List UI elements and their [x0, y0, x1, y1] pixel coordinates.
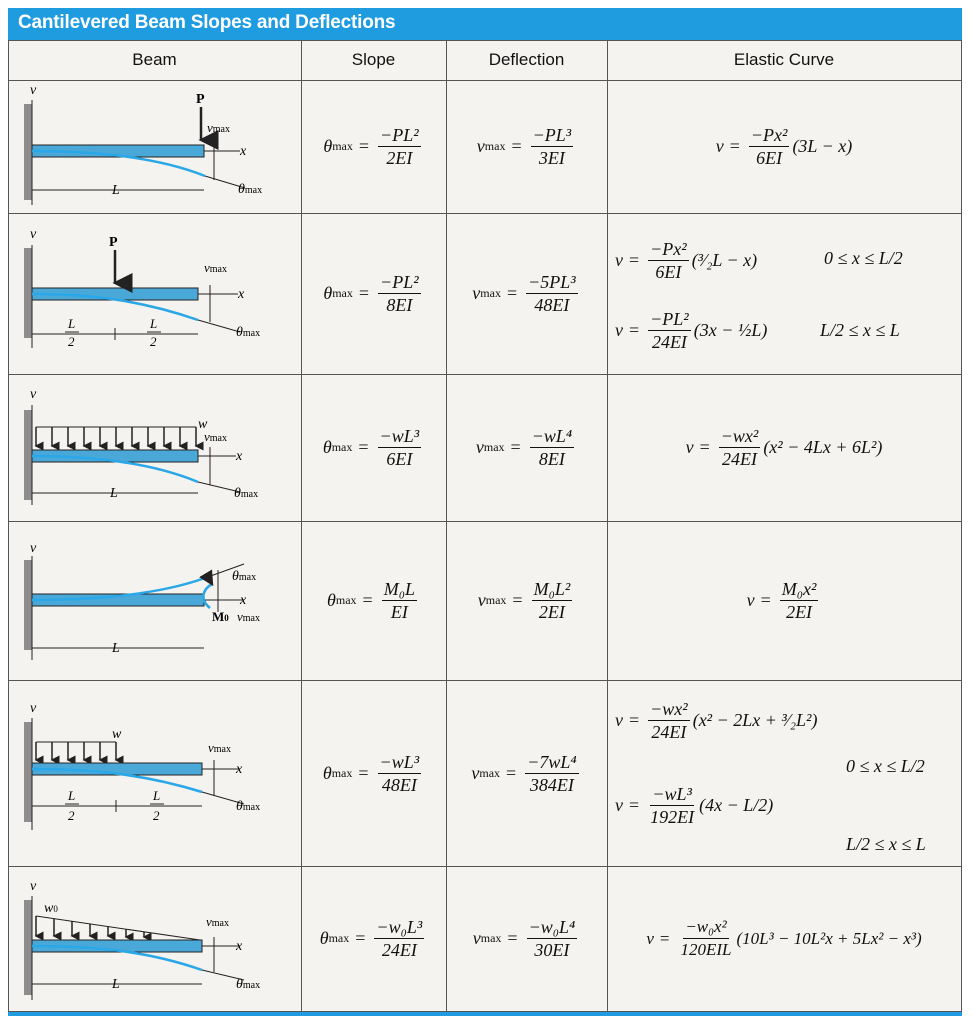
deflection-formula-5: v max = $\frac{\text{−7wL⁴}}{384EI}$ — [471, 751, 577, 795]
x-axis-label: x — [238, 287, 245, 302]
slope-formula-3: θ max = $\frac{\text{−wL³}}{6EI}$ — [322, 426, 420, 469]
header-elastic-curve: Elastic Curve — [733, 50, 835, 69]
load-label-w0: w0 — [44, 901, 58, 916]
vmax-label: vmax — [204, 260, 227, 275]
condition-5b: L/2 ≤ x ≤ L — [846, 834, 926, 854]
v-axis-label: v — [30, 701, 37, 716]
length-label: L — [112, 183, 120, 198]
theta-max-label: θmax — [236, 325, 261, 340]
load-label-P: P — [109, 235, 118, 250]
slope-formula-6: θ max = $\frac{\text{−w₀L³}}{24EI}$ — [319, 917, 423, 960]
load-label-w: w — [198, 417, 208, 432]
deflection-formula-1: v max = $\frac{\text{−PL³}}{3EI}$ — [476, 125, 572, 168]
theta-max-label: θmax — [236, 977, 261, 992]
length-label: L — [112, 977, 120, 992]
bottom-rule — [8, 1012, 962, 1016]
v-axis-label: v — [30, 387, 37, 402]
vmax-label: vmax — [206, 914, 229, 929]
elastic-curve-formula-4: v = $\frac{\text{M₀x²}}{2EI}$ — [746, 579, 817, 622]
vmax-label: vmax — [237, 609, 260, 624]
elastic-curve-formula-6: v = $\frac{\text{−w₀x²}}{\text{120EIL}}$ (10L³ − 10L²x + 5Lx² − x³) — [646, 917, 922, 959]
x-axis-label: x — [236, 762, 243, 777]
elastic-curve-formula-5a: v = $\frac{\text{−wx²}}{24EI}$ (x² − 2Lx + ³⁄₂L²) — [615, 698, 818, 742]
vmax-label: vmax — [204, 429, 227, 444]
moment-label: M0 — [212, 609, 229, 624]
condition-5a: 0 ≤ x ≤ L/2 — [846, 756, 925, 776]
half-length-den: 2 — [150, 334, 157, 349]
x-axis-label: x — [240, 144, 247, 159]
half-length-label: L — [68, 316, 76, 331]
header-deflection: Deflection — [488, 50, 565, 69]
half-length-den: 2 — [153, 808, 160, 823]
elastic-curve-formula-1: v = $\frac{\text{−Px²}}{6EI}$ (3L − x) — [715, 125, 853, 168]
slope-formula-4: θ max = $\frac{\text{M₀L}}{EI}$ — [327, 579, 415, 622]
half-length-label: L — [150, 316, 158, 331]
v-axis-label: v — [30, 227, 37, 242]
deflection-formula-4: v max = $\frac{\text{M₀L²}}{2EI}$ — [477, 579, 571, 622]
theta-max-label: θmax — [238, 182, 263, 197]
slope-formula-2: θ max = $\frac{\text{−PL²}}{8EI}$ — [323, 272, 419, 315]
theta-max-label: θmax — [232, 569, 257, 584]
length-label: L — [112, 641, 120, 656]
header-beam: Beam — [132, 50, 177, 69]
half-length-label: L — [153, 788, 161, 803]
elastic-curve-formula-2b: v = $\frac{\text{−PL²}}{24EI}$ (3x − ½L) — [615, 308, 768, 352]
deflection-formula-2: v max = $\frac{\text{−5PL³}}{48EI}$ — [472, 272, 576, 315]
beam-diagram-2 — [24, 227, 260, 349]
v-axis-label: v — [30, 83, 37, 98]
x-axis-label: x — [240, 593, 247, 608]
elastic-curve-formula-2a: v = $\frac{\text{−Px²}}{6EI}$ (³⁄₂L − x) — [615, 238, 758, 282]
beam-diagram-5 — [24, 701, 260, 830]
load-label-P: P — [196, 92, 205, 107]
x-axis-label: x — [236, 939, 243, 954]
beam-diagram-1 — [24, 83, 262, 205]
table-title: Cantilevered Beam Slopes and Deflections — [18, 12, 396, 33]
condition-2b: L/2 ≤ x ≤ L — [820, 320, 900, 340]
x-axis-label: x — [236, 449, 243, 464]
deflection-formula-6: v max = $\frac{\text{−w₀L⁴}}{30EI}$ — [472, 917, 576, 960]
beam-diagram-6 — [24, 879, 260, 1000]
length-label: L — [110, 486, 118, 501]
header-slope: Slope — [351, 50, 396, 69]
v-axis-label: v — [30, 879, 37, 894]
slope-formula-1: θ max = $\frac{\text{−PL²}}{2EI}$ — [323, 125, 419, 168]
half-length-den: 2 — [68, 808, 75, 823]
slope-formula-5: θ max = $\frac{\text{−wL³}}{48EI}$ — [322, 751, 420, 795]
beam-diagram-4 — [24, 541, 260, 660]
elastic-curve-formula-5b: v = $\frac{\text{−wL³}}{192EI}$ (4x − L/2) — [615, 783, 774, 827]
deflection-formula-3: v max = $\frac{\text{−wL⁴}}{8EI}$ — [475, 426, 573, 469]
vmax-label: vmax — [208, 740, 231, 755]
theta-max-label: θmax — [236, 799, 261, 814]
beam-diagram-3 — [24, 387, 258, 505]
half-length-den: 2 — [68, 334, 75, 349]
half-length-label: L — [68, 788, 76, 803]
v-axis-label: v — [30, 541, 37, 556]
elastic-curve-formula-3: v = $\frac{\text{−wx²}}{24EI}$ (x² − 4Lx + 6L²) — [685, 426, 883, 469]
vmax-label: vmax — [207, 120, 230, 135]
condition-2a: 0 ≤ x ≤ L/2 — [824, 248, 903, 268]
load-label-w: w — [112, 727, 122, 742]
theta-max-label: θmax — [234, 486, 259, 501]
